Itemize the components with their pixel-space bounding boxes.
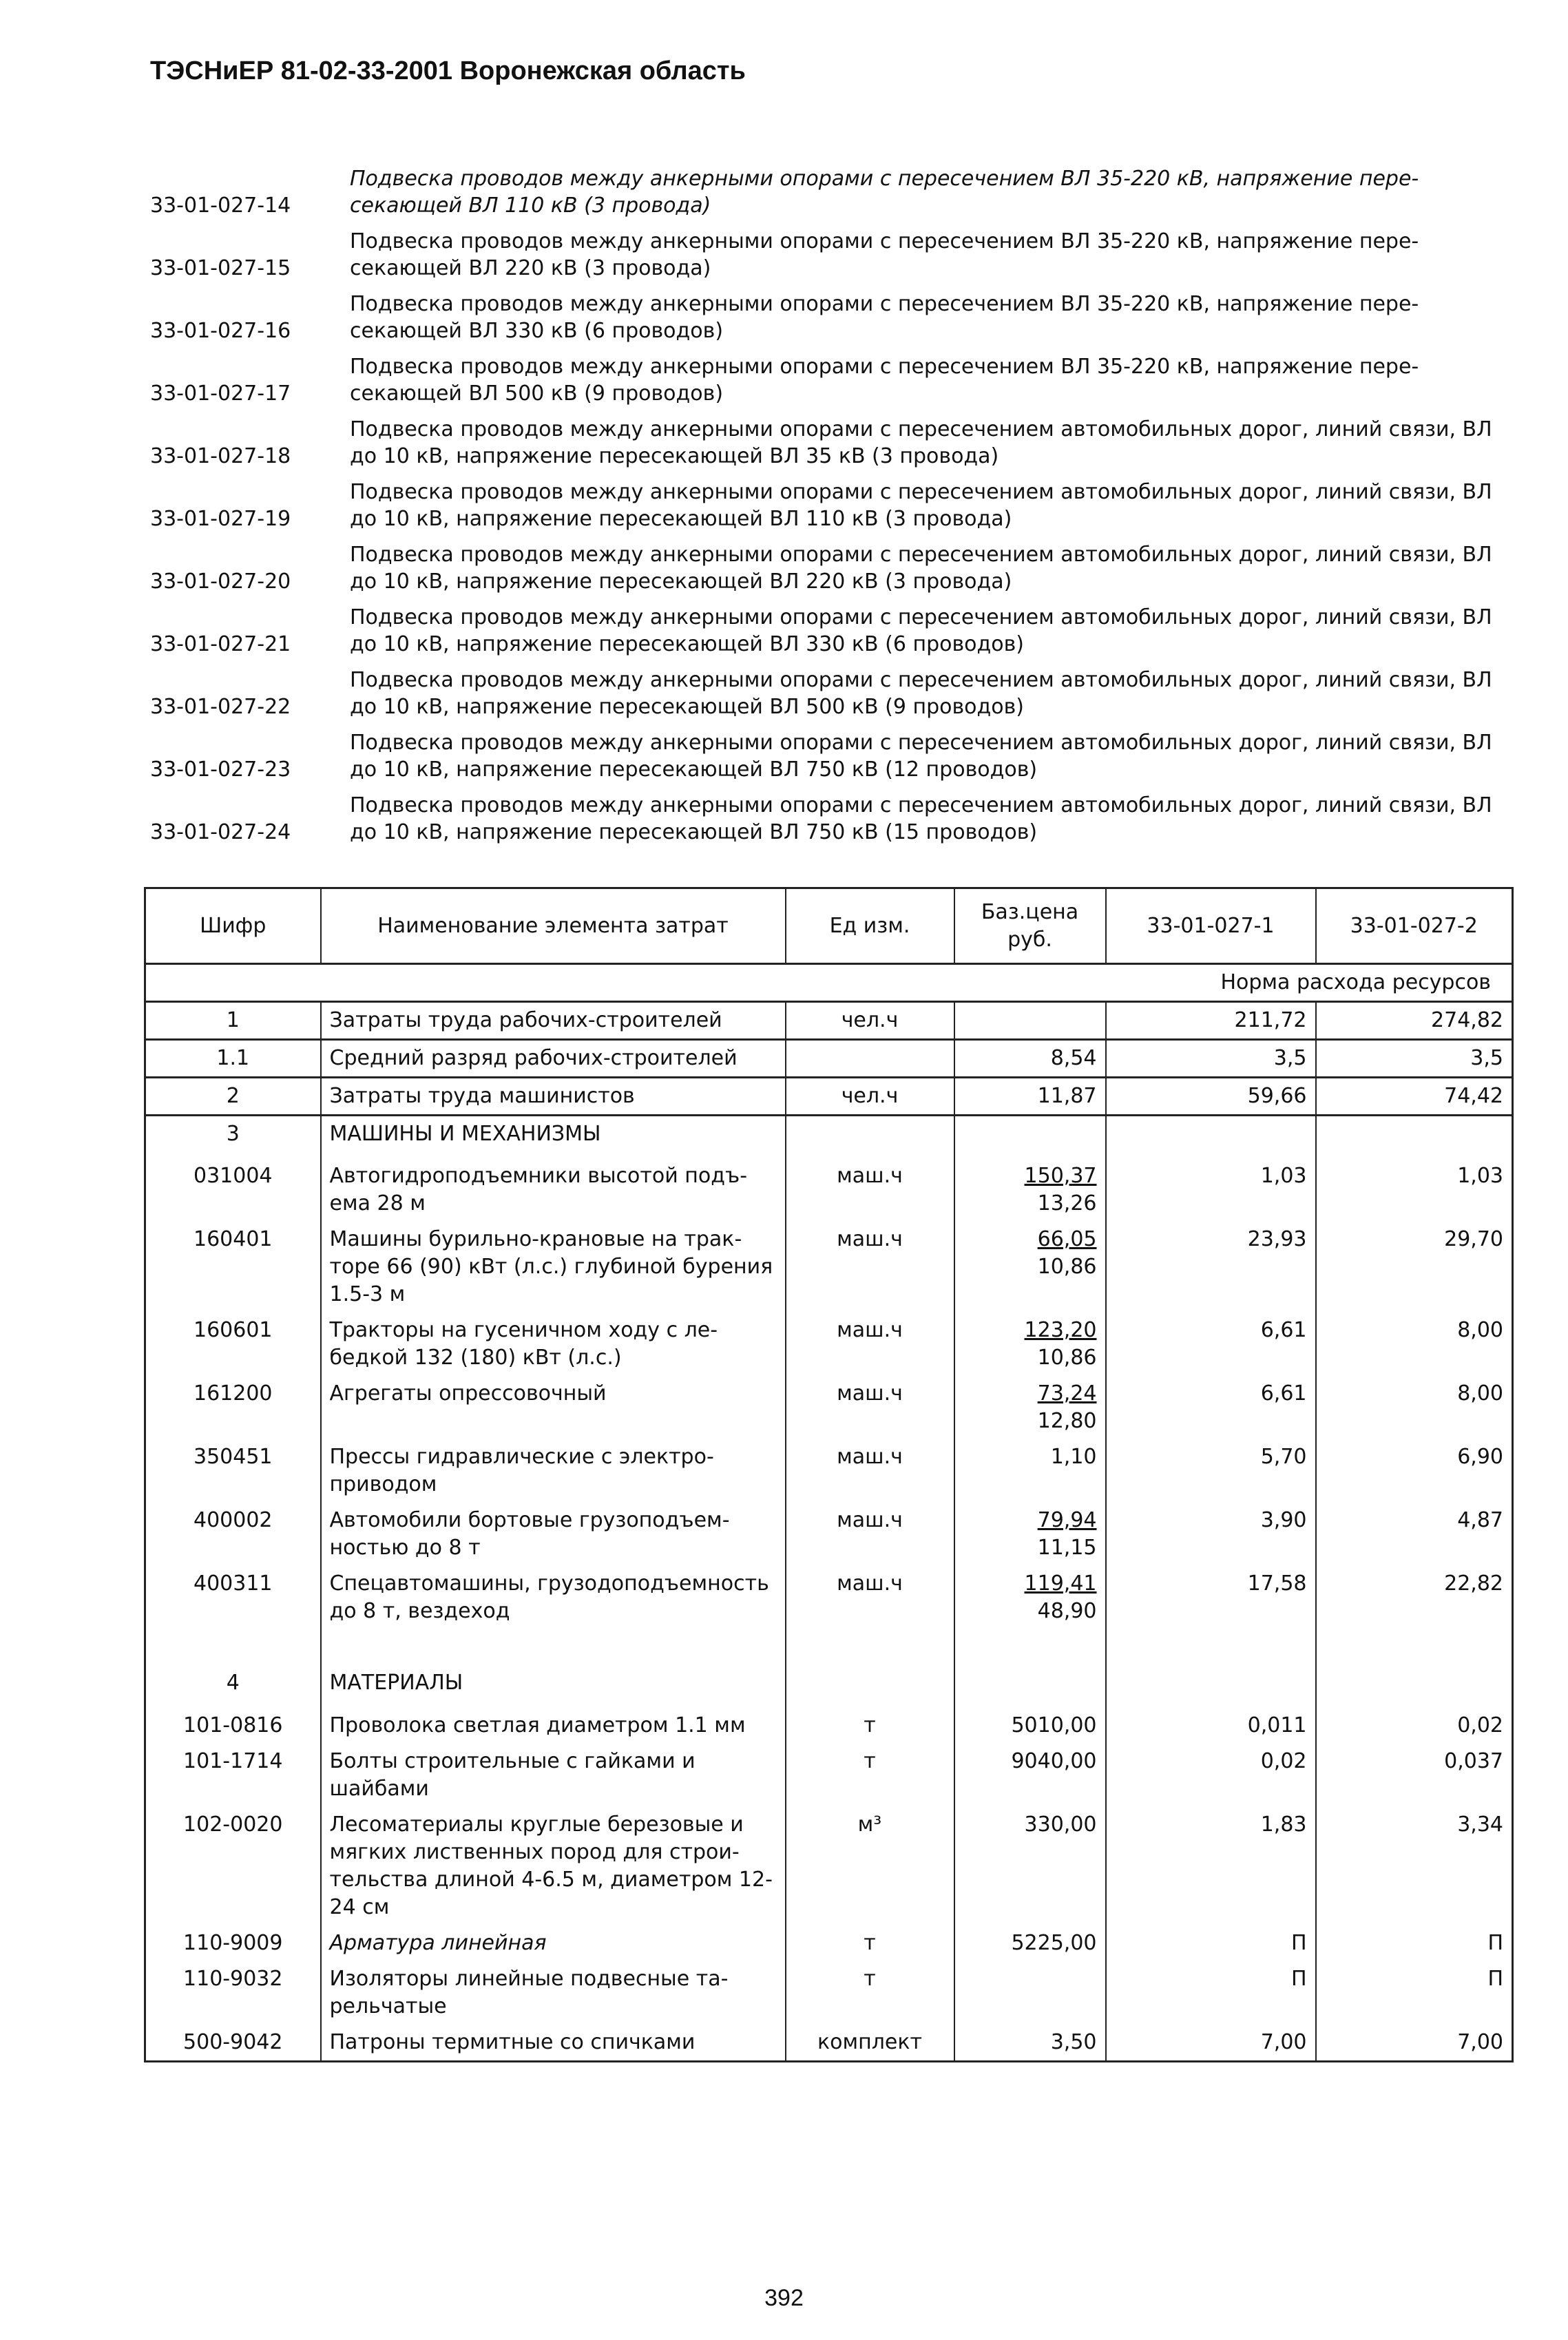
list-item xyxy=(150,353,1517,407)
row-value-2: 0,02 xyxy=(1316,1708,1513,1744)
row-name: Болты строительные с гайками и шайбами xyxy=(321,1744,786,1807)
row-price xyxy=(954,1925,1106,1961)
row-price-sub: 48,90 xyxy=(1037,1598,1097,1623)
list-item xyxy=(150,165,1517,219)
row-price-main: 1,10 xyxy=(1050,1444,1097,1469)
row-name: Тракторы на гусеничном ходу с лебедкой 132 (180) кВт (л.с.) xyxy=(321,1313,786,1376)
table-row xyxy=(145,1807,1513,1925)
row-name: Автогидроподъемники высотой подъема 28 м xyxy=(321,1158,786,1222)
table-row xyxy=(145,1925,1513,1961)
row-unit: комплект xyxy=(786,2025,954,2062)
spacer-cell xyxy=(954,1629,1106,1665)
row-price-main: 150,37 xyxy=(1024,1163,1097,1188)
row-code: 102-0020 xyxy=(145,1807,321,1925)
list-item-code: 33-01-027-16 xyxy=(150,319,291,343)
list-item-desc: Подвеска проводов между анкерными опорами с пересечением автомобильных дорог, линий связи, ВЛ до 10 кВ, напряжение пересекающей ВЛ 35 кВ (3 провода) xyxy=(350,417,1492,468)
row-price-main: 79,94 xyxy=(1037,1507,1097,1532)
norm-row xyxy=(145,964,1513,1002)
table-row xyxy=(145,1158,1513,1222)
list-item-code: 33-01-027-20 xyxy=(150,570,291,594)
table-row xyxy=(145,1222,1513,1313)
row-code: 3 xyxy=(145,1116,321,1158)
row-value-1: 6,61 xyxy=(1106,1313,1316,1376)
row-price-main: 9040,00 xyxy=(1011,1748,1097,1773)
row-value-2: 7,00 xyxy=(1316,2025,1513,2062)
row-value-2: 8,00 xyxy=(1316,1313,1513,1376)
row-price xyxy=(954,1313,1106,1376)
row-value-1: 3,90 xyxy=(1106,1503,1316,1566)
row-price-main: 330,00 xyxy=(1024,1812,1097,1837)
row-name: МАТЕРИАЛЫ xyxy=(321,1665,786,1708)
header-unit: Ед изм. xyxy=(786,888,954,964)
table-row xyxy=(145,1961,1513,2025)
row-code: 1.1 xyxy=(145,1040,321,1078)
list-item xyxy=(150,792,1517,846)
list-item-desc: Подвеска проводов между анкерными опорами с пересечением автомобильных дорог, линий связи, ВЛ до 10 кВ, напряжение пересекающей ВЛ 110 кВ (3 провода) xyxy=(350,480,1492,531)
row-code: 4 xyxy=(145,1665,321,1708)
row-price-sub: 12,80 xyxy=(1037,1408,1097,1433)
list-item-code: 33-01-027-21 xyxy=(150,632,291,656)
row-name: Лесоматериалы круглые березовые и мягких лиственных пород для строительства длиной 4-6.5 м, диаметром 12-24 см xyxy=(321,1807,786,1925)
row-value-2 xyxy=(1316,1116,1513,1158)
row-name: Прессы гидравлические с электроприводом xyxy=(321,1439,786,1503)
table-row xyxy=(145,1439,1513,1503)
row-code: 160401 xyxy=(145,1222,321,1313)
row-name: Агрегаты опрессовочный xyxy=(321,1376,786,1439)
row-name: МАШИНЫ И МЕХАНИЗМЫ xyxy=(321,1116,786,1158)
row-name: Затраты труда рабочих-строителей xyxy=(321,1002,786,1040)
row-price xyxy=(954,1116,1106,1158)
list-item xyxy=(150,667,1517,720)
list-item-desc: Подвеска проводов между анкерными опорами с пересечением автомобильных дорог, линий связи, ВЛ до 10 кВ, напряжение пересекающей ВЛ 750 кВ (15 проводов) xyxy=(350,793,1492,844)
row-name: Средний разряд рабочих-строителей xyxy=(321,1040,786,1078)
table-row xyxy=(145,1002,1513,1040)
row-value-1: П xyxy=(1106,1961,1316,2025)
spacer-cell xyxy=(321,1629,786,1665)
row-unit: т xyxy=(786,1961,954,2025)
spacer-cell xyxy=(786,1629,954,1665)
row-value-1 xyxy=(1106,1116,1316,1158)
row-name: Автомобили бортовые грузоподъемностью до 8 т xyxy=(321,1503,786,1566)
row-price-main: 123,20 xyxy=(1024,1317,1097,1342)
list-item-desc: Подвеска проводов между анкерными опорами с пересечением автомобильных дорог, линий связи, ВЛ до 10 кВ, напряжение пересекающей ВЛ 750 кВ (12 проводов) xyxy=(350,731,1492,782)
row-unit: м³ xyxy=(786,1807,954,1925)
row-price-main: 66,05 xyxy=(1037,1226,1097,1251)
table-row xyxy=(145,1116,1513,1158)
row-price xyxy=(954,1002,1106,1040)
table-row xyxy=(145,2025,1513,2062)
row-price xyxy=(954,1807,1106,1925)
row-value-2: 3,34 xyxy=(1316,1807,1513,1925)
page-header-title: ТЭСНиЕР 81-02-33-2001 Воронежская область xyxy=(150,56,746,85)
row-price xyxy=(954,2025,1106,2062)
row-unit xyxy=(786,1040,954,1078)
list-item-code: 33-01-027-14 xyxy=(150,194,291,218)
list-item-desc: Подвеска проводов между анкерными опорами с пересечением ВЛ 35-220 кВ, напряжение пересекающей ВЛ 330 кВ (6 проводов) xyxy=(350,292,1419,343)
table-header-row xyxy=(145,888,1513,964)
list-item-desc: Подвеска проводов между анкерными опорами с пересечением автомобильных дорог, линий связи, ВЛ до 10 кВ, напряжение пересекающей ВЛ 220 кВ (3 провода) xyxy=(350,543,1492,594)
list-item-desc: Подвеска проводов между анкерными опорами с пересечением автомобильных дорог, линий связи, ВЛ до 10 кВ, напряжение пересекающей ВЛ 500 кВ (9 проводов) xyxy=(350,668,1492,719)
list-item-code: 33-01-027-23 xyxy=(150,758,291,782)
row-name: Проволока светлая диаметром 1.1 мм xyxy=(321,1708,786,1744)
resources-table xyxy=(144,887,1514,2062)
list-item-desc: Подвеска проводов между анкерными опорами с пересечением ВЛ 35-220 кВ, напряжение пересекающей ВЛ 110 кВ (3 провода) xyxy=(350,167,1419,218)
row-value-1: 17,58 xyxy=(1106,1566,1316,1629)
row-name: Спецавтомашины, грузодоподъемность до 8 т, вездеход xyxy=(321,1566,786,1629)
row-name: Машины бурильно-крановые на тракторе 66 (90) кВт (л.с.) глубиной бурения 1.5-3 м xyxy=(321,1222,786,1313)
row-code: 101-0816 xyxy=(145,1708,321,1744)
row-price xyxy=(954,1665,1106,1708)
list-item-desc: Подвеска проводов между анкерными опорами с пересечением ВЛ 35-220 кВ, напряжение пересекающей ВЛ 500 кВ (9 проводов) xyxy=(350,355,1419,406)
row-code: 1 xyxy=(145,1002,321,1040)
row-value-2: 29,70 xyxy=(1316,1222,1513,1313)
row-name: Изоляторы линейные подвесные тарельчатые xyxy=(321,1961,786,2025)
row-price xyxy=(954,1439,1106,1503)
row-unit: маш.ч xyxy=(786,1503,954,1566)
row-price xyxy=(954,1376,1106,1439)
list-item xyxy=(150,541,1517,595)
row-unit: маш.ч xyxy=(786,1566,954,1629)
row-price-main: 5225,00 xyxy=(1011,1930,1097,1955)
row-value-2: 4,87 xyxy=(1316,1503,1513,1566)
row-value-1: 23,93 xyxy=(1106,1222,1316,1313)
list-item-code: 33-01-027-17 xyxy=(150,382,291,406)
row-price xyxy=(954,1744,1106,1807)
row-value-1: 0,011 xyxy=(1106,1708,1316,1744)
table-row xyxy=(145,1708,1513,1744)
row-unit: маш.ч xyxy=(786,1222,954,1313)
row-price-main: 119,41 xyxy=(1024,1571,1097,1596)
codes-list xyxy=(150,165,1517,855)
list-item xyxy=(150,228,1517,282)
row-code: 110-9009 xyxy=(145,1925,321,1961)
row-code: 500-9042 xyxy=(145,2025,321,2062)
list-item-code: 33-01-027-15 xyxy=(150,256,291,280)
row-unit: т xyxy=(786,1708,954,1744)
row-value-2: 3,5 xyxy=(1316,1040,1513,1078)
row-price xyxy=(954,1961,1106,2025)
row-name: Затраты труда машинистов xyxy=(321,1078,786,1116)
list-item xyxy=(150,291,1517,344)
row-code: 101-1714 xyxy=(145,1744,321,1807)
row-value-1: 59,66 xyxy=(1106,1078,1316,1116)
table-row xyxy=(145,1665,1513,1708)
row-price xyxy=(954,1566,1106,1629)
row-price-main: 8,54 xyxy=(1050,1046,1097,1070)
header-code: Шифр xyxy=(145,888,321,964)
row-value-2: 22,82 xyxy=(1316,1566,1513,1629)
header-price: Баз.цена руб. xyxy=(954,888,1106,964)
list-item-desc: Подвеска проводов между анкерными опорами с пересечением автомобильных дорог, линий связи, ВЛ до 10 кВ, напряжение пересекающей ВЛ 330 кВ (6 проводов) xyxy=(350,605,1492,656)
header-col1: 33-01-027-1 xyxy=(1106,888,1316,964)
row-code: 031004 xyxy=(145,1158,321,1222)
row-price xyxy=(954,1708,1106,1744)
row-code: 160601 xyxy=(145,1313,321,1376)
row-unit: т xyxy=(786,1925,954,1961)
table-row xyxy=(145,1503,1513,1566)
row-price-main: 5010,00 xyxy=(1011,1713,1097,1737)
list-item-code: 33-01-027-18 xyxy=(150,444,291,468)
spacer-cell xyxy=(145,1629,321,1665)
row-value-2: 0,037 xyxy=(1316,1744,1513,1807)
list-item-code: 33-01-027-22 xyxy=(150,695,291,719)
row-value-2: 6,90 xyxy=(1316,1439,1513,1503)
row-price xyxy=(954,1040,1106,1078)
table-row xyxy=(145,1744,1513,1807)
row-code: 2 xyxy=(145,1078,321,1116)
spacer-cell xyxy=(1316,1629,1513,1665)
row-price xyxy=(954,1222,1106,1313)
table-row xyxy=(145,1566,1513,1629)
row-unit: маш.ч xyxy=(786,1158,954,1222)
norm-label: Норма расхода ресурсов xyxy=(145,964,1513,1002)
table-row xyxy=(145,1078,1513,1116)
spacer-cell xyxy=(1106,1629,1316,1665)
row-value-1: 6,61 xyxy=(1106,1376,1316,1439)
header-col2: 33-01-027-2 xyxy=(1316,888,1513,964)
row-value-2 xyxy=(1316,1665,1513,1708)
row-price-sub: 10,86 xyxy=(1037,1254,1097,1279)
list-item-desc: Подвеска проводов между анкерными опорами с пересечением ВЛ 35-220 кВ, напряжение пересекающей ВЛ 220 кВ (3 провода) xyxy=(350,229,1419,280)
row-unit: маш.ч xyxy=(786,1313,954,1376)
row-value-1: П xyxy=(1106,1925,1316,1961)
row-unit xyxy=(786,1665,954,1708)
table-row xyxy=(145,1376,1513,1439)
list-item xyxy=(150,604,1517,658)
row-value-2: 1,03 xyxy=(1316,1158,1513,1222)
row-value-2: П xyxy=(1316,1961,1513,2025)
row-unit: маш.ч xyxy=(786,1376,954,1439)
row-value-1 xyxy=(1106,1665,1316,1708)
row-name: Патроны термитные со спичками xyxy=(321,2025,786,2062)
row-value-1: 1,03 xyxy=(1106,1158,1316,1222)
table-row xyxy=(145,1040,1513,1078)
row-unit: маш.ч xyxy=(786,1439,954,1503)
row-value-1: 211,72 xyxy=(1106,1002,1316,1040)
table-row xyxy=(145,1313,1513,1376)
list-item xyxy=(150,416,1517,470)
spacer-row xyxy=(145,1629,1513,1665)
row-price xyxy=(954,1158,1106,1222)
row-code: 400311 xyxy=(145,1566,321,1629)
row-price xyxy=(954,1503,1106,1566)
row-value-2: 8,00 xyxy=(1316,1376,1513,1439)
row-unit: чел.ч xyxy=(786,1078,954,1116)
row-value-1: 3,5 xyxy=(1106,1040,1316,1078)
row-value-1: 5,70 xyxy=(1106,1439,1316,1503)
row-name: Арматура линейная xyxy=(321,1925,786,1961)
row-code: 350451 xyxy=(145,1439,321,1503)
row-code: 110-9032 xyxy=(145,1961,321,2025)
row-price-sub: 13,26 xyxy=(1037,1191,1097,1215)
row-value-1: 7,00 xyxy=(1106,2025,1316,2062)
list-item xyxy=(150,479,1517,532)
row-price-main: 73,24 xyxy=(1037,1381,1097,1406)
row-value-1: 0,02 xyxy=(1106,1744,1316,1807)
row-price-sub: 10,86 xyxy=(1037,1345,1097,1370)
row-value-2: 74,42 xyxy=(1316,1078,1513,1116)
row-price-main: 11,87 xyxy=(1037,1084,1097,1108)
row-price xyxy=(954,1078,1106,1116)
row-code: 161200 xyxy=(145,1376,321,1439)
page-number: 392 xyxy=(764,2285,804,2311)
row-value-1: 1,83 xyxy=(1106,1807,1316,1925)
row-value-2: 274,82 xyxy=(1316,1002,1513,1040)
row-unit: т xyxy=(786,1744,954,1807)
row-price-sub: 11,15 xyxy=(1037,1535,1097,1560)
list-item xyxy=(150,729,1517,783)
list-item-code: 33-01-027-24 xyxy=(150,820,291,844)
header-name: Наименование элемента затрат xyxy=(321,888,786,964)
row-price-main: 3,50 xyxy=(1050,2029,1097,2054)
row-value-2: П xyxy=(1316,1925,1513,1961)
row-unit xyxy=(786,1116,954,1158)
row-unit: чел.ч xyxy=(786,1002,954,1040)
row-code: 400002 xyxy=(145,1503,321,1566)
list-item-code: 33-01-027-19 xyxy=(150,507,291,531)
